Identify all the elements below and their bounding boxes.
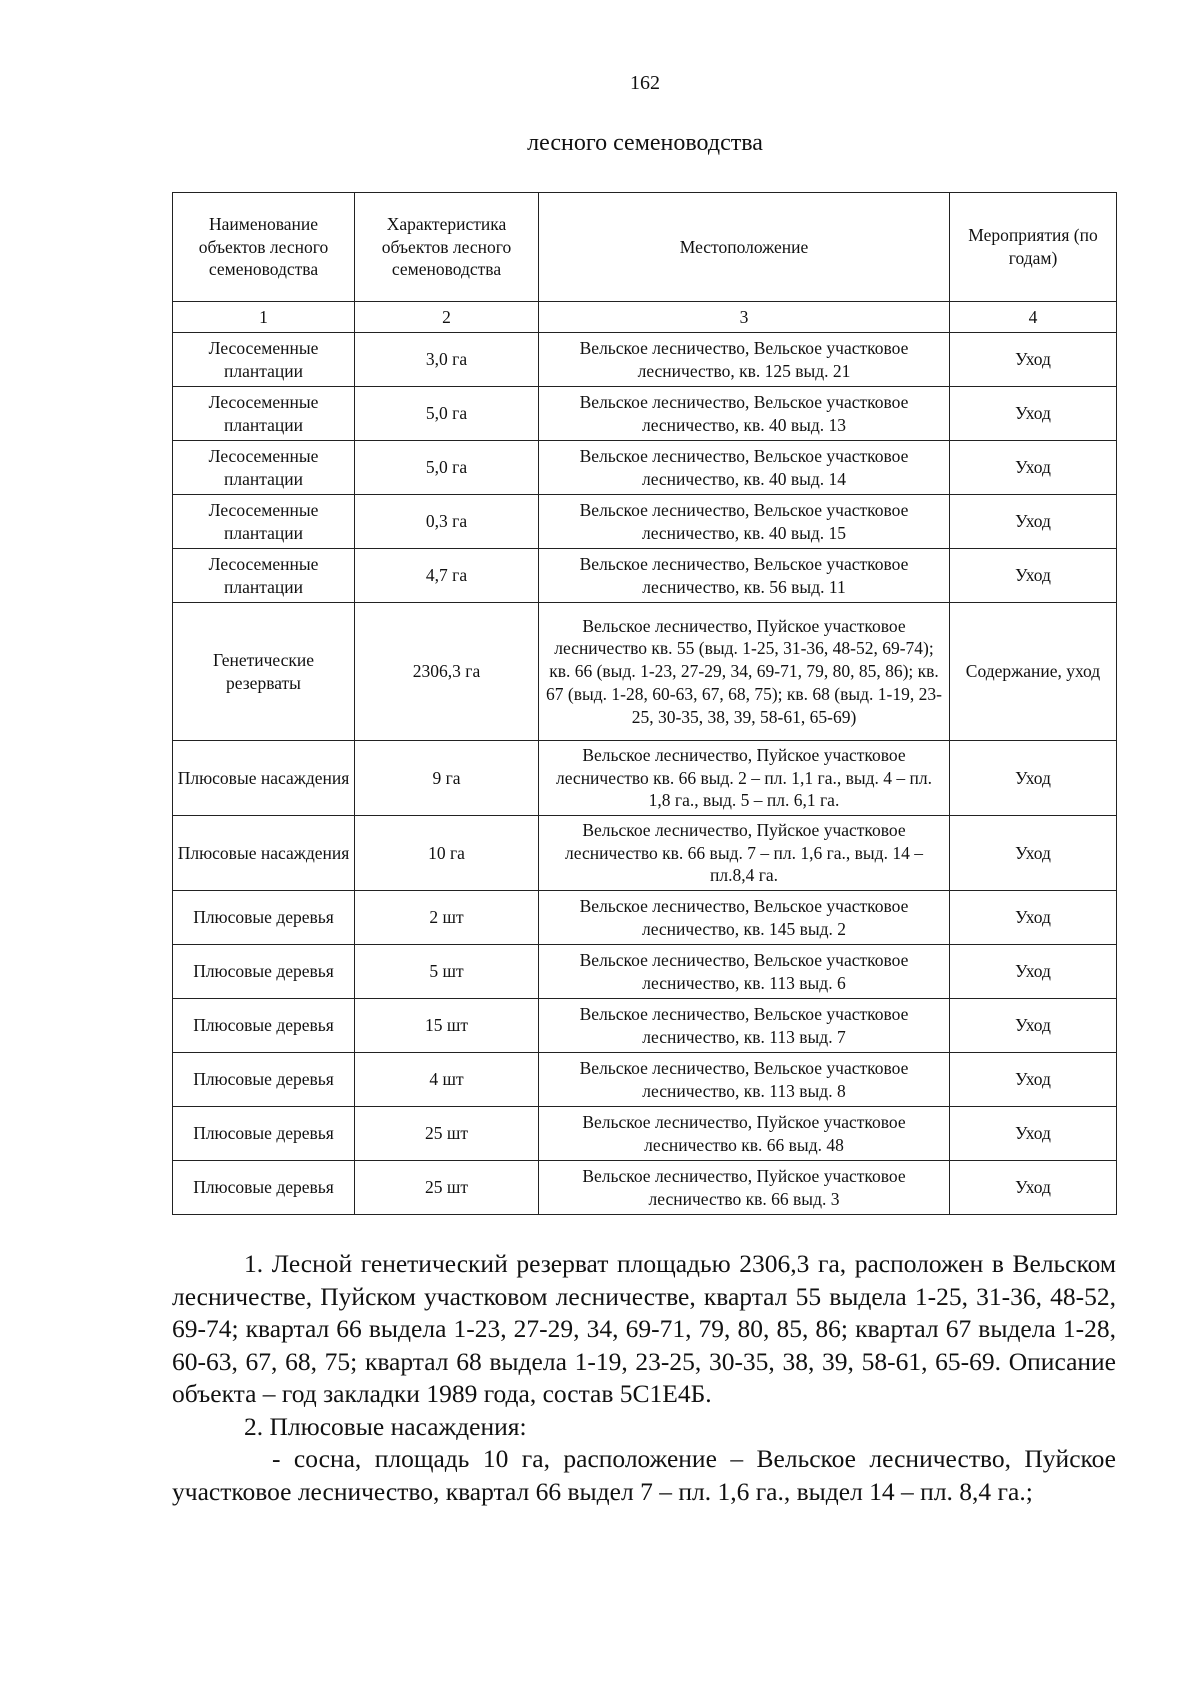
cell-characteristic: 2306,3 га [355, 603, 539, 741]
cell-measures: Уход [950, 999, 1117, 1053]
table-header-row [173, 193, 1117, 302]
page-number: 162 [630, 72, 660, 94]
cell-measures: Уход [950, 1107, 1117, 1161]
table-row [173, 333, 1117, 387]
cell-characteristic: 10 га [355, 816, 539, 891]
table-row [173, 891, 1117, 945]
paragraph-plus-stands-heading: 2. Плюсовые насаждения: [244, 1411, 527, 1441]
cell-name: Плюсовые насаждения [173, 816, 355, 891]
cell-name: Лесосеменные плантации [173, 387, 355, 441]
cell-name: Плюсовые деревья [173, 1053, 355, 1107]
cell-name: Лесосеменные плантации [173, 441, 355, 495]
column-number-row [173, 302, 1117, 333]
cell-measures: Уход [950, 945, 1117, 999]
table-row [173, 945, 1117, 999]
cell-measures: Уход [950, 891, 1117, 945]
cell-characteristic: 2 шт [355, 891, 539, 945]
cell-measures: Уход [950, 441, 1117, 495]
cell-characteristic: 5,0 га [355, 387, 539, 441]
cell-name: Плюсовые насаждения [173, 741, 355, 816]
cell-characteristic: 25 шт [355, 1107, 539, 1161]
column-number: 4 [950, 302, 1117, 333]
cell-location: Вельское лесничество, Пуйское участковое лесничество кв. 66 выд. 7 – пл. 1,6 га., выд. 14 – пл.8,4 га. [539, 816, 950, 891]
table-row [173, 1107, 1117, 1161]
cell-location: Вельское лесничество, Вельское участковое лесничество, кв. 145 выд. 2 [539, 891, 950, 945]
cell-location: Вельское лесничество, Пуйское участковое лесничество кв. 55 (выд. 1-25, 31-36, 48-52, 69-74); кв. 66 (выд. 1-23, 27-29, 34, 69-71, 79, 80, 85, 86); кв. 67 (выд. 1-28, 60-63, 67, 68, 75); кв. 68 (выд. 1-19, 23-25, 30-35, 38, 39, 58-61, 65-69) [539, 603, 950, 741]
cell-characteristic: 4,7 га [355, 549, 539, 603]
cell-name: Лесосеменные плантации [173, 495, 355, 549]
cell-location: Вельское лесничество, Пуйское участковое лесничество кв. 66 выд. 3 [539, 1161, 950, 1215]
table-row [173, 999, 1117, 1053]
cell-name: Плюсовые деревья [173, 1107, 355, 1161]
cell-name: Лесосеменные плантации [173, 333, 355, 387]
table-row [173, 1161, 1117, 1215]
cell-location: Вельское лесничество, Вельское участковое лесничество, кв. 40 выд. 14 [539, 441, 950, 495]
cell-location: Вельское лесничество, Вельское участковое лесничество, кв. 113 выд. 6 [539, 945, 950, 999]
cell-location: Вельское лесничество, Вельское участковое лесничество, кв. 113 выд. 8 [539, 1053, 950, 1107]
cell-characteristic: 3,0 га [355, 333, 539, 387]
table-row [173, 816, 1117, 891]
table-row [173, 387, 1117, 441]
header-characteristic: Характеристика объектов лесного семеноводства [355, 193, 539, 302]
cell-name: Плюсовые деревья [173, 1161, 355, 1215]
column-number: 2 [355, 302, 539, 333]
paragraph-pine-item: - сосна, площадь 10 га, расположение – Вельское лесничество, Пуйское участковое лесничество, квартал 66 выдел 7 – пл. 1,6 га., выдел 14 – пл. 8,4 га.; [172, 1444, 1116, 1506]
cell-name: Плюсовые деревья [173, 945, 355, 999]
cell-name: Генетические резерваты [173, 603, 355, 741]
table-row [173, 741, 1117, 816]
cell-characteristic: 5,0 га [355, 441, 539, 495]
cell-location: Вельское лесничество, Вельское участковое лесничество, кв. 125 выд. 21 [539, 333, 950, 387]
cell-name: Плюсовые деревья [173, 891, 355, 945]
cell-location: Вельское лесничество, Вельское участковое лесничество, кв. 40 выд. 15 [539, 495, 950, 549]
cell-characteristic: 15 шт [355, 999, 539, 1053]
cell-location: Вельское лесничество, Вельское участковое лесничество, кв. 56 выд. 11 [539, 549, 950, 603]
table-row [173, 603, 1117, 741]
cell-measures: Уход [950, 816, 1117, 891]
cell-measures: Содержание, уход [950, 603, 1117, 741]
table-row [173, 549, 1117, 603]
column-number: 1 [173, 302, 355, 333]
cell-measures: Уход [950, 387, 1117, 441]
cell-measures: Уход [950, 495, 1117, 549]
header-location: Местоположение [539, 193, 950, 302]
cell-location: Вельское лесничество, Пуйское участковое лесничество кв. 66 выд. 48 [539, 1107, 950, 1161]
paragraph-genetic-reserve: 1. Лесной генетический резерват площадью 2306,3 га, расположен в Вельском лесничестве, Пуйском участковом лесничестве, квартал 55 выдела 1-25, 31-36, 48-52, 69-74; квартал 66 выдела 1-23, 27-29, 34, 69-71, 79, 80, 85, 86; квартал 67 выдела 1-28, 60-63, 67, 68, 75; квартал 68 выдела 1-19, 23-25, 30-35, 38, 39, 58-61, 65-69. Описание объекта – год закладки 1989 года, состав 5С1Е4Б. [172, 1249, 1116, 1408]
cell-measures: Уход [950, 1053, 1117, 1107]
header-name: Наименование объектов лесного семеноводства [173, 193, 355, 302]
cell-name: Лесосеменные плантации [173, 549, 355, 603]
cell-measures: Уход [950, 1161, 1117, 1215]
cell-characteristic: 4 шт [355, 1053, 539, 1107]
table-row [173, 1053, 1117, 1107]
table-row [173, 495, 1117, 549]
header-measures: Мероприятия (по годам) [950, 193, 1117, 302]
cell-measures: Уход [950, 741, 1117, 816]
page-title: лесного семеноводства [527, 130, 763, 156]
body-text [172, 1248, 1116, 1508]
cell-characteristic: 0,3 га [355, 495, 539, 549]
cell-characteristic: 9 га [355, 741, 539, 816]
table-row [173, 441, 1117, 495]
seed-objects-table [172, 192, 1117, 1215]
cell-characteristic: 5 шт [355, 945, 539, 999]
cell-measures: Уход [950, 549, 1117, 603]
cell-name: Плюсовые деревья [173, 999, 355, 1053]
cell-location: Вельское лесничество, Вельское участковое лесничество, кв. 40 выд. 13 [539, 387, 950, 441]
cell-characteristic: 25 шт [355, 1161, 539, 1215]
cell-location: Вельское лесничество, Пуйское участковое лесничество кв. 66 выд. 2 – пл. 1,1 га., выд. 4 – пл. 1,8 га., выд. 5 – пл. 6,1 га. [539, 741, 950, 816]
column-number: 3 [539, 302, 950, 333]
cell-measures: Уход [950, 333, 1117, 387]
cell-location: Вельское лесничество, Вельское участковое лесничество, кв. 113 выд. 7 [539, 999, 950, 1053]
